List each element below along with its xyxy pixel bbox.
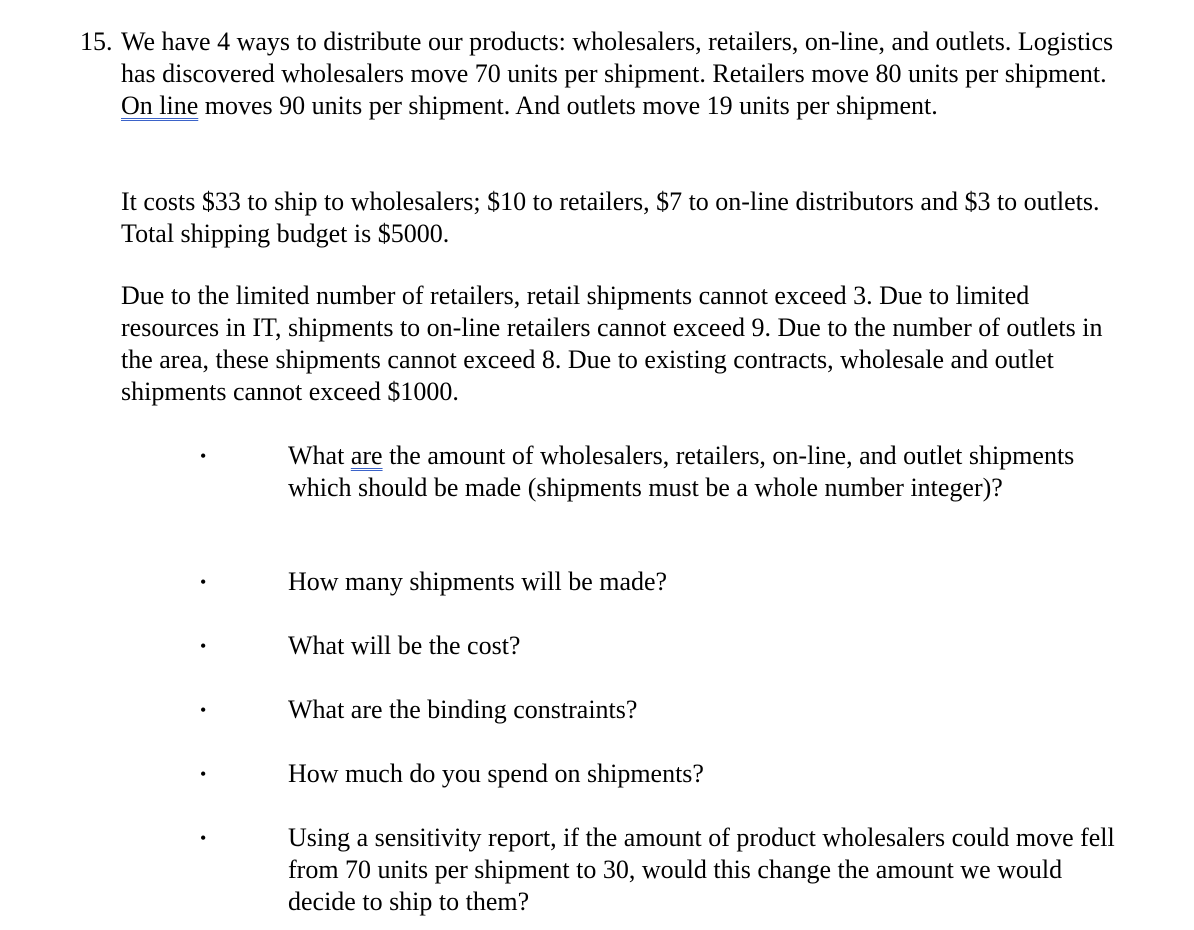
question-text: What will be the cost? — [288, 631, 521, 660]
bullet-icon: • — [200, 700, 207, 720]
problem-paragraph-constraints: Due to the limited number of retailers, retail shipments cannot exceed 3. Due to limited resources in IT, shipments to on-line retailers cannot exceed 9. Due to the number of outlets in the area, these shipments cannot exceed 8. Due to existing contracts, wholesale and outlet shipments cannot exceed $1000. — [121, 281, 1103, 406]
bullet-icon: • — [200, 572, 207, 592]
grammar-flagged-word[interactable]: On line — [121, 91, 199, 120]
bullet-icon: • — [200, 764, 207, 784]
bullet-icon: • — [200, 828, 207, 848]
bullet-icon: • — [200, 636, 207, 656]
question-fragment: What — [288, 441, 351, 470]
question-text: How much do you spend on shipments? — [288, 759, 704, 788]
question-fragment: the amount of wholesalers, retailers, on-line, and outlet shipments which should be made (shipments must be a whole number integer)? — [288, 441, 1075, 502]
paragraph-text: moves 90 units per shipment. And outlets move 19 units per shipment. — [198, 91, 938, 120]
bullet-icon: • — [200, 446, 207, 466]
grammar-flagged-word[interactable]: are — [350, 441, 383, 470]
question-text: Using a sensitivity report, if the amount of product wholesalers could move fell from 70 units per shipment to 30, would this change the amount we would decide to ship to them? — [288, 823, 1115, 916]
paragraph-text: We have 4 ways to distribute our products: wholesalers, retailers, on-line, and outlets. Logistics has discovered wholesalers move 70 units per shipment. Retailers move 80 units per shipment. — [121, 27, 1114, 88]
question-text: How many shipments will be made? — [288, 567, 668, 596]
problem-paragraph-costs: It costs $33 to ship to wholesalers; $10 to retailers, $7 to on-line distributors and $3 to outlets. Total shipping budget is $5000. — [121, 187, 1100, 248]
question-text: What are the binding constraints? — [288, 695, 638, 724]
problem-number: 15. — [80, 27, 113, 56]
question-text — [288, 440, 1088, 504]
